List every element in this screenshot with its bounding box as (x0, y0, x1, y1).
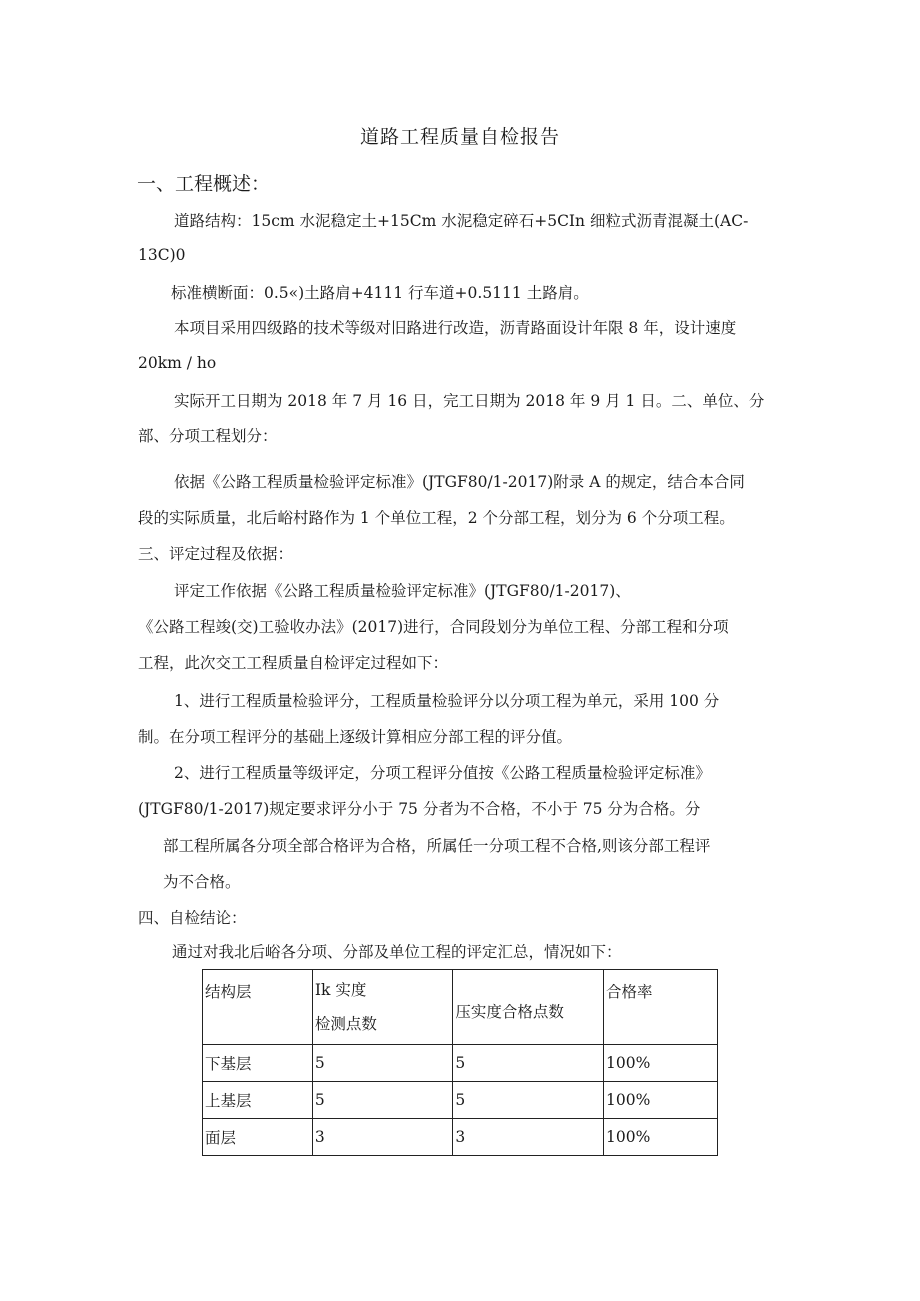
header-cell-passed (453, 970, 604, 1045)
section-heading-overview: 一、工程概述： (137, 173, 271, 195)
cell-layer: 下基层 (203, 1045, 313, 1082)
list-item-2-line3: 部工程所属各分项全部合格评为合格，所属任一分项工程不合格,则该分部工程评 (163, 837, 711, 855)
table-row (203, 1119, 718, 1156)
header-cell-rate (603, 970, 717, 1045)
paragraph-evaluation-line2: 《公路工程竣(交)工验收办法》(2017)进行，合同段划分为单位工程、分部工程和分项 (138, 618, 729, 636)
paragraph-structure-line2: 13C)0 (138, 246, 186, 264)
section-heading-conclusion: 四、自检结论： (138, 909, 247, 927)
header-points-line1: Ik 实度 (314, 981, 367, 999)
paragraph-conclusion-intro: 通过对我北后峪各分项、分部及单位工程的评定汇总，情况如下： (172, 943, 622, 961)
list-item-2-line2: (JTGF80/1-2017)规定要求评分小于 75 分者为不合格，不小于 75 分为合格。分 (138, 800, 701, 818)
results-table (202, 969, 718, 1156)
list-item-2-line4: 为不合格。 (163, 873, 241, 891)
cell-points: 3 (312, 1119, 452, 1156)
cell-passed: 5 (453, 1082, 604, 1119)
paragraph-design-line1: 本项目采用四级路的技术等级对旧路进行改造，沥青路面设计年限 8 年，设计速度 (174, 319, 737, 337)
cell-rate: 100% (603, 1119, 717, 1156)
cell-layer: 面层 (203, 1119, 313, 1156)
header-rate-text: 合格率 (605, 983, 653, 1001)
cell-rate: 100% (603, 1082, 717, 1119)
section-heading-evaluation: 三、评定过程及依据： (138, 545, 294, 563)
header-layer-text: 结构层 (205, 983, 252, 1001)
paragraph-evaluation-line3: 工程，此次交工工程质量自检评定过程如下： (138, 654, 449, 672)
paragraph-dates-line1: 实际开工日期为 2018 年 7 月 16 日，完工日期为 2018 年 9 月 1 日。二、单位、分 (174, 392, 765, 410)
table-row (203, 1082, 718, 1119)
header-cell-points (312, 970, 452, 1045)
cell-points: 5 (312, 1082, 452, 1119)
paragraph-cross-section: 标准横断面：0.5«)土路肩+4111 行车道+0.5111 土路肩。 (171, 284, 589, 302)
paragraph-evaluation-line1: 评定工作依据《公路工程质量检验评定标准》(JTGF80/1-2017)、 (174, 582, 631, 600)
list-item-1-line2: 制。在分项工程评分的基础上逐级计算相应分部工程的评分值。 (138, 728, 573, 746)
cell-layer: 上基层 (203, 1082, 313, 1119)
header-cell-layer (203, 970, 313, 1045)
table-row (203, 1045, 718, 1082)
cell-rate: 100% (603, 1045, 717, 1082)
header-points-line2: 检测点数 (314, 1015, 377, 1033)
header-passed-text: 压实度合格点数 (455, 1003, 564, 1021)
paragraph-structure-line1: 道路结构：15cm 水泥稳定土+15Cm 水泥稳定碎石+5CIn 细粒式沥青混凝土(AC- (174, 212, 749, 230)
paragraph-design-line2: 20km / ho (138, 354, 217, 372)
paragraph-basis-line1: 依据《公路工程质量检验评定标准》(JTGF80/1-2017)附录 A 的规定，结合本合同 (174, 473, 745, 491)
cell-points: 5 (312, 1045, 452, 1082)
cell-passed: 3 (453, 1119, 604, 1156)
cell-passed: 5 (453, 1045, 604, 1082)
paragraph-basis-line2: 段的实际质量，北后峪村路作为 1 个单位工程，2 个分部工程，划分为 6 个分项工程。 (138, 509, 735, 527)
table-header-row (203, 970, 718, 1045)
paragraph-dates-line2: 部、分项工程划分： (138, 427, 278, 445)
list-item-1-line1: 1、进行工程质量检验评分，工程质量检验评分以分项工程为单元，采用 100 分 (174, 692, 720, 710)
list-item-2-line1: 2、进行工程质量等级评定，分项工程评分值按《公路工程质量检验评定标准》 (174, 764, 711, 782)
page-title: 道路工程质量自检报告 (359, 126, 560, 148)
